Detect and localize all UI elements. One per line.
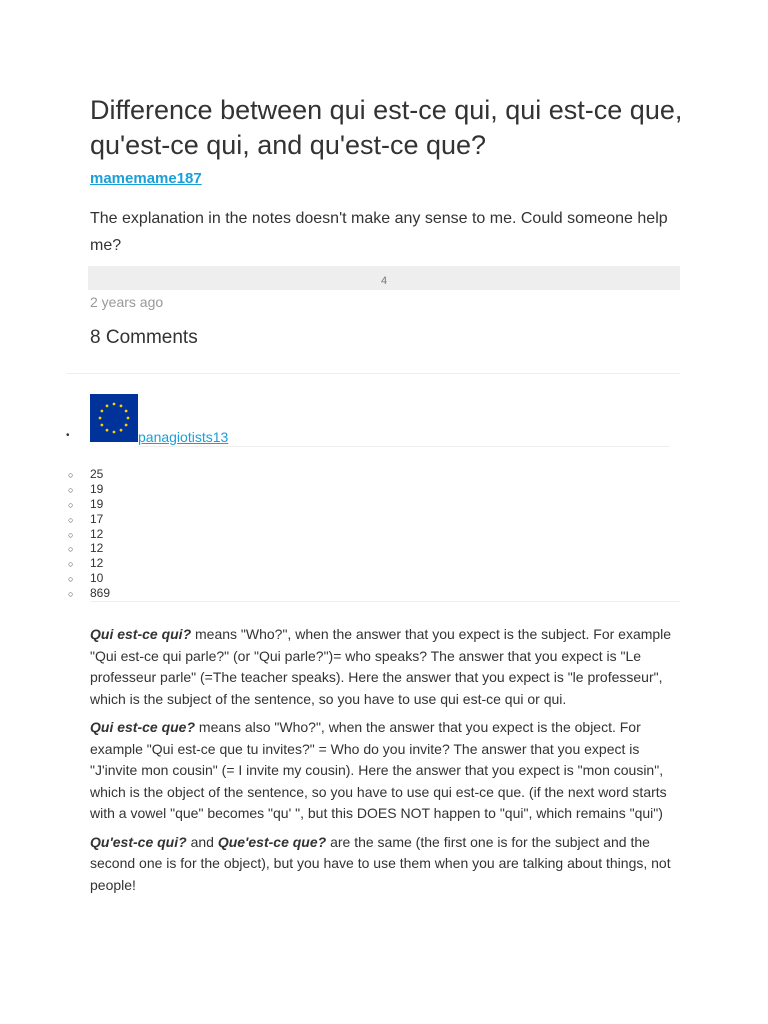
comment-paragraph-3 <box>90 832 682 897</box>
comment-stat-item <box>68 497 110 512</box>
comment-stat-value: 12 <box>90 526 104 541</box>
comment-stat-item <box>68 541 110 556</box>
comment-stat-value: 19 <box>90 496 104 511</box>
comment-stat-item <box>68 556 110 571</box>
paragraph-3-joiner: and <box>186 833 218 850</box>
question-body: The explanation in the notes doesn't make any sense to me. Could someone help me? <box>90 210 668 254</box>
question-timestamp: 2 years ago <box>90 294 164 310</box>
flag-star <box>113 431 116 434</box>
comment-stat-item <box>68 482 110 497</box>
flag-star <box>127 417 130 420</box>
circle-bullet-icon: ○ <box>68 544 74 555</box>
circle-bullet-icon: ○ <box>68 574 74 585</box>
circle-bullet-icon: ○ <box>68 559 74 570</box>
circle-bullet-icon: ○ <box>68 514 74 525</box>
flag-star <box>113 403 116 406</box>
comment-stat-item <box>68 512 110 527</box>
flag-star <box>100 410 103 413</box>
comment-list-bullet: • <box>66 430 70 441</box>
comment-stat-value: 19 <box>90 481 104 496</box>
flag-star <box>120 429 123 432</box>
comment-stat-value: 25 <box>90 467 104 481</box>
term-qui-est-ce-que: Qui est-ce que? <box>90 719 196 735</box>
comment-body <box>90 624 682 903</box>
flag-star <box>100 424 103 427</box>
question-title: Difference between qui est-ce qui, qui est-ce que, qu'est-ce qui, and qu'est-ce que? <box>90 95 683 160</box>
vote-count-bar[interactable] <box>88 266 680 290</box>
comment-stat-item <box>68 571 110 586</box>
question-author-link[interactable]: mamemame187 <box>90 170 202 187</box>
flag-star <box>125 424 128 427</box>
comments-heading: 8 Comments <box>90 327 198 348</box>
flag-star <box>120 404 123 407</box>
comment-stat-value: 10 <box>90 571 104 586</box>
commenter-link[interactable]: panagiotists13 <box>138 429 229 445</box>
comment-stat-item <box>68 586 110 601</box>
circle-bullet-icon: ○ <box>68 470 74 480</box>
comment-stats-list <box>68 467 110 601</box>
term-qui-est-ce-qui: Qui est-ce qui? <box>90 626 192 642</box>
comment-paragraph-1 <box>90 624 682 710</box>
term-qu-est-ce-qui: Qu'est-ce qui? <box>90 833 187 850</box>
vote-count: 4 <box>380 275 388 287</box>
term-que-est-ce-que: Que'est-ce que? <box>217 833 327 850</box>
circle-bullet-icon: ○ <box>68 499 74 510</box>
eu-flag-avatar-icon[interactable] <box>90 394 138 442</box>
comment-paragraph-2 <box>90 717 682 825</box>
comment-stat-value: 869 <box>90 586 111 601</box>
circle-bullet-icon: ○ <box>68 529 74 540</box>
comment-stat-value: 12 <box>90 541 104 556</box>
paragraph-3-text: are the same (the first one is for the subject and the second one is for the object), but you have to use them when you are talking about things, not people! <box>90 833 671 893</box>
comments-divider <box>67 373 680 374</box>
stats-divider <box>90 601 680 602</box>
commenter-divider <box>138 446 670 447</box>
comment-stat-value: 12 <box>90 556 104 571</box>
circle-bullet-icon: ○ <box>68 589 74 600</box>
comment-stat-item <box>68 467 110 482</box>
flag-star <box>125 410 128 413</box>
comment-stat-value: 17 <box>90 511 104 526</box>
flag-star <box>99 417 102 420</box>
paragraph-2-text: means also "Who?", when the answer that you expect is the object. For example "Qui est-ce que tu invites?" = Who do you invite? The answer that you expect is "J'invite mon cousin" (= I invite my cousin). Here the answer that you expect is "mon cousin", which is the object of the sentence, so you have to use qui est-ce que. (if the next word starts with a vowel "que" becomes "qu' ", but this DOES NOT happen to "qui", which remains "qui") <box>90 719 667 821</box>
circle-bullet-icon: ○ <box>68 484 74 495</box>
paragraph-1-text: means "Who?", when the answer that you expect is the subject. For example "Qui est-ce qui parle?" (or "Qui parle?")= who speaks? The answer that you expect is "Le professeur parle" (=The teacher speaks). Here the answer that you expect is "le professeur", which is the subject of the sentence, so you have to use qui est-ce qui or qui. <box>90 626 672 707</box>
comment-stat-item <box>68 527 110 542</box>
flag-star <box>106 429 109 432</box>
flag-star <box>106 404 109 407</box>
